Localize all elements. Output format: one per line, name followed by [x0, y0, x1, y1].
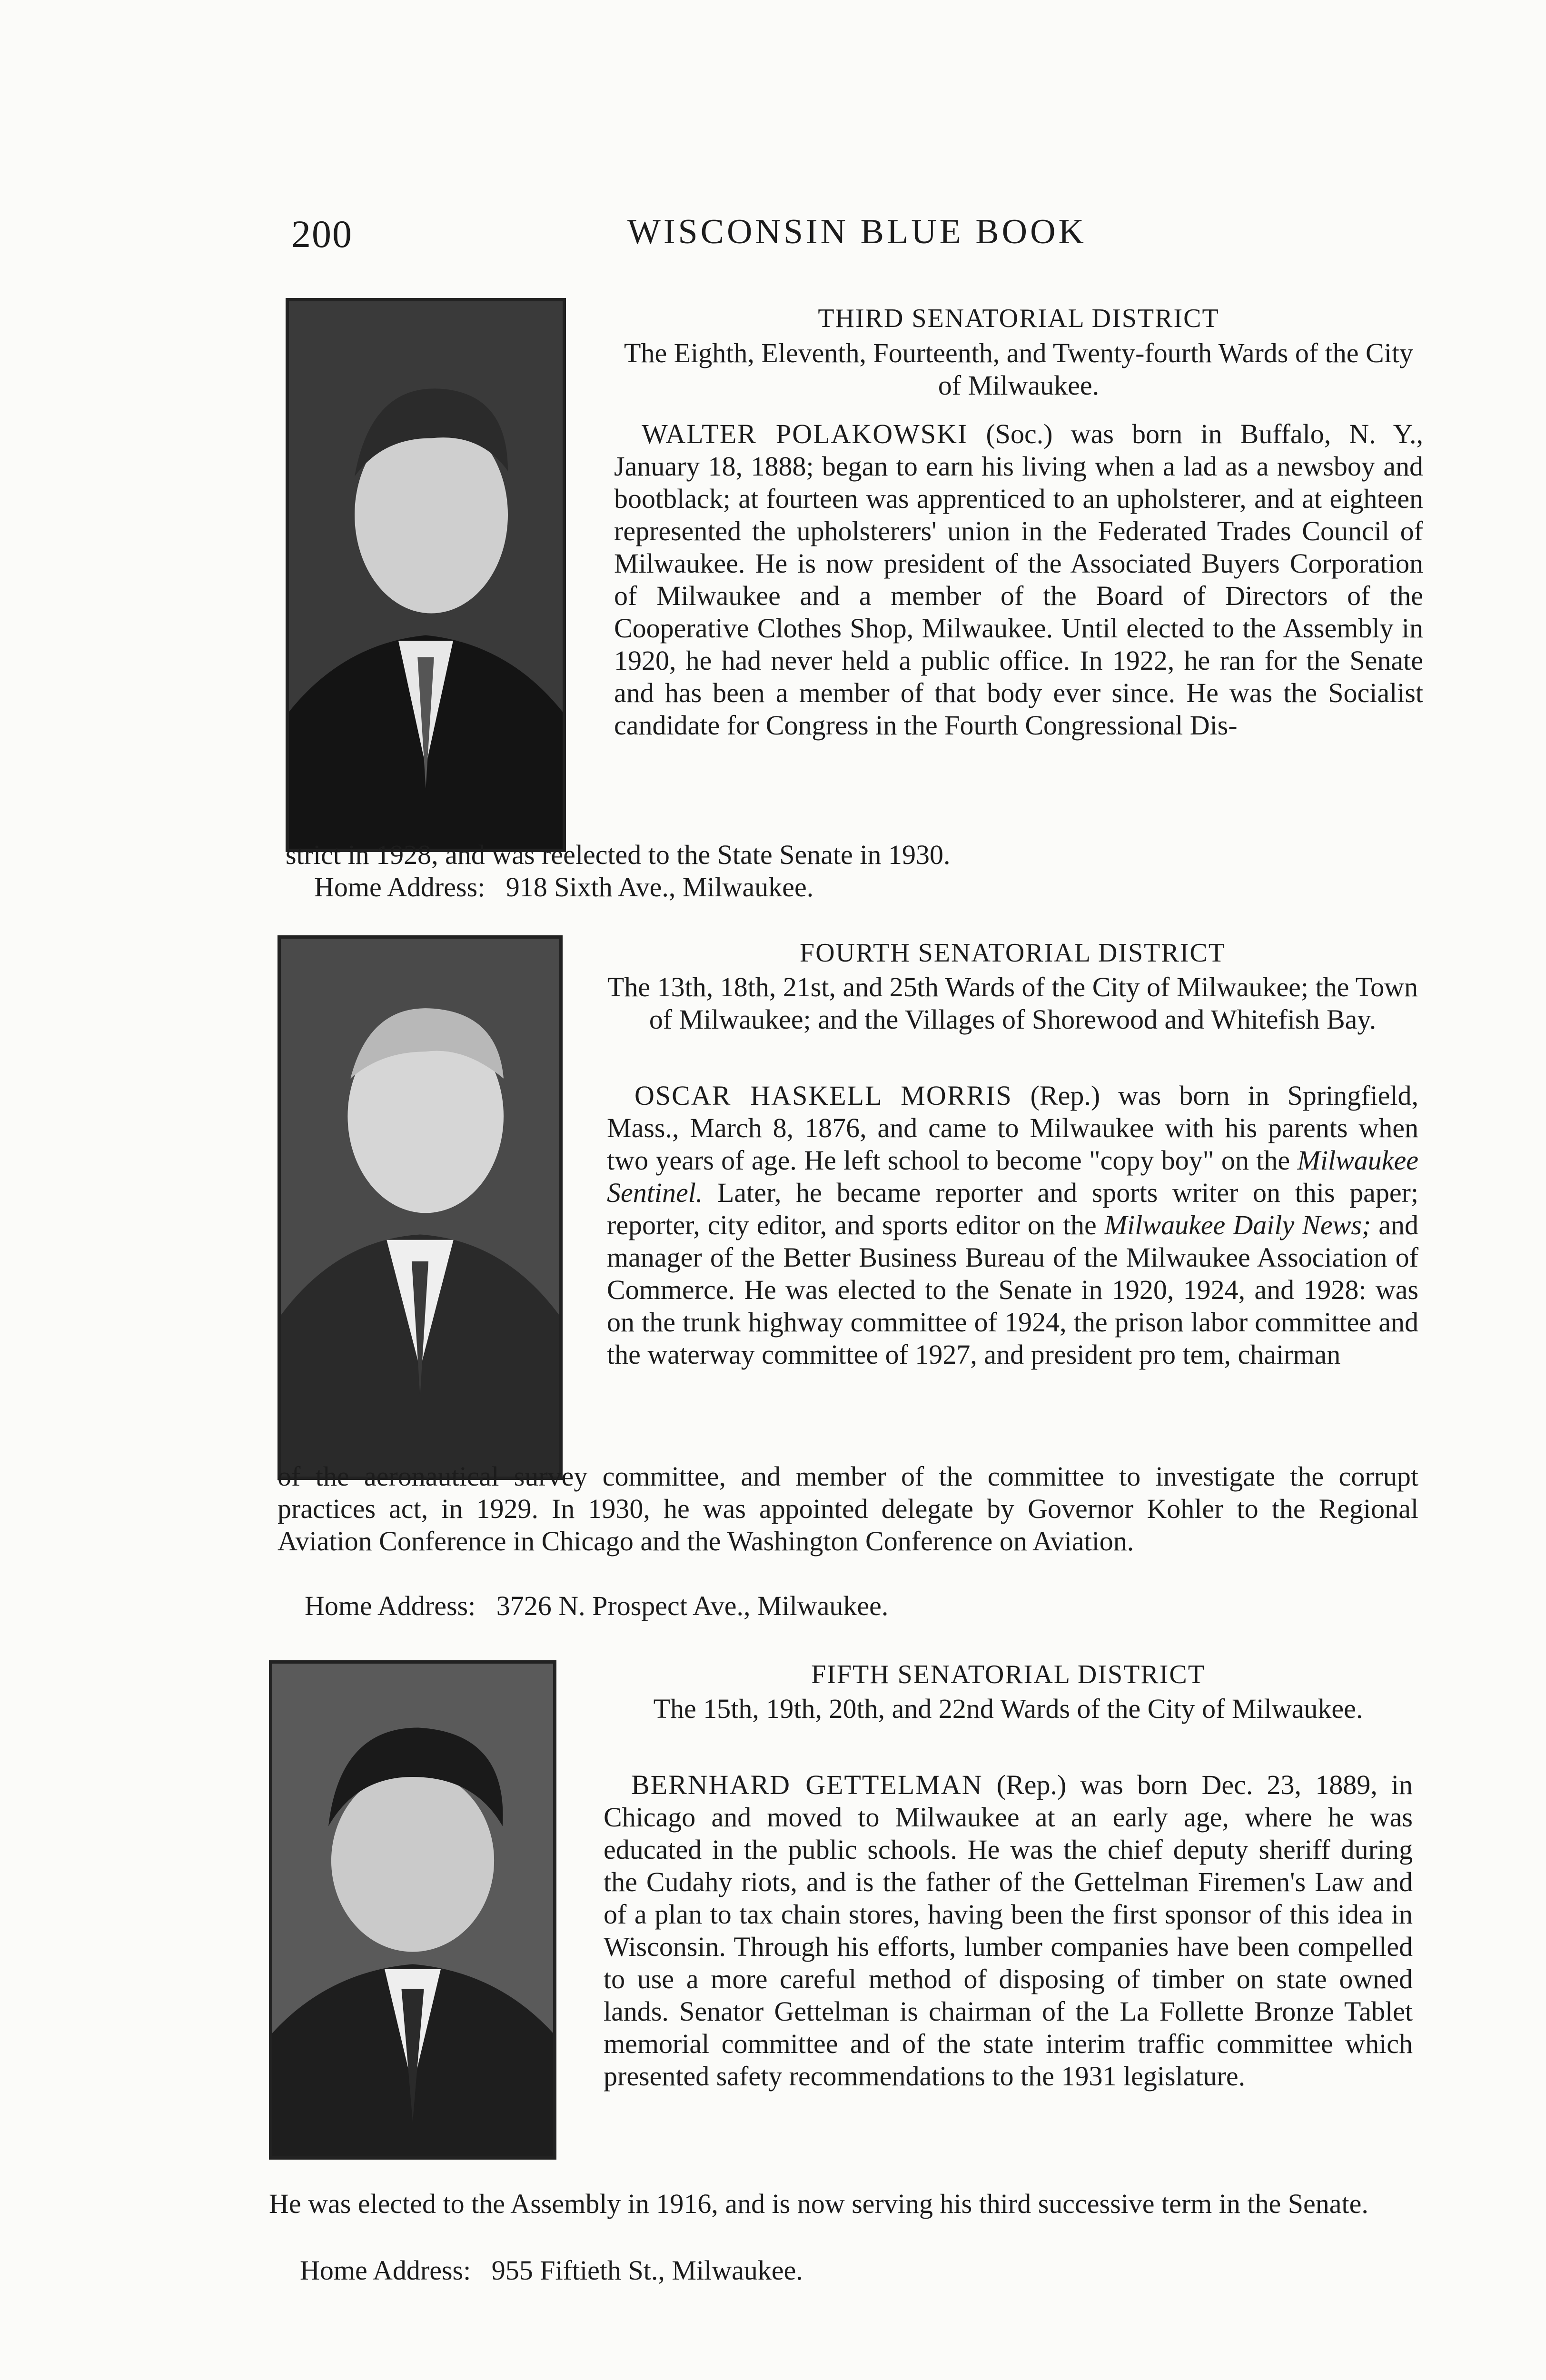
- district-description: The Eighth, Eleventh, Fourteenth, and Twenty-fourth Wards of the City of Milwaukee.: [624, 337, 1413, 401]
- senator-name: OSCAR HASKELL MORRIS: [634, 1080, 1012, 1111]
- district-title: FIFTH SENATORIAL DISTRICT: [811, 1660, 1205, 1689]
- home-address-value: 918 Sixth Ave., Milwaukee.: [505, 872, 814, 902]
- bio-text: (Rep.) was born Dec. 23, 1889, in Chicago and moved to Milwaukee at an early age, where he was educated in the public schools. He was the chief deputy sheriff during the Cudahy riots, and is the father of the Gettelman Firemen's Law and of a plan to tax chain stores, having been the first sponsor of this idea in Wisconsin. Through his efforts, lumber companies have been compelled to use a more careful method of disposing of timber on state owned lands. Senator Gettelman is chairman of the La Follette Bronze Tablet memorial committee and of the state interim traffic committee which presented safety recommendations to the 1931 legislature.: [604, 1769, 1413, 2092]
- senator-bio-continued: strict in 1928, and was reelected to the State Senate in 1930.: [286, 839, 951, 870]
- senator-bio: [604, 1769, 1413, 2092]
- senator-bio-continued: He was elected to the Assembly in 1916, and is now serving his third successive term in the Senate.: [269, 2188, 1368, 2219]
- senator-name: WALTER POLAKOWSKI: [642, 418, 968, 449]
- home-address-label: Home Address:: [300, 2255, 471, 2286]
- bio-text: (Soc.) was born in Buffalo, N. Y., January 18, 1888; began to earn his living when a lad as a newsboy and bootblack; at fourteen was apprenticed to an upholsterer, and at eighteen represented the upholsterers' union in the Federated Trades Council of Milwaukee. He is now president of the Associated Buyers Corporation of Milwaukee and a member of the Board of Directors of the Cooperative Clothes Shop, Milwaukee. Until elected to the Assembly in 1920, he had never held a public office. In 1922, he ran for the Senate and has been a member of that body ever since. He was the Socialist candidate for Congress in the Fourth Congressional Dis-: [614, 418, 1424, 741]
- district-title: FOURTH SENATORIAL DISTRICT: [800, 938, 1226, 968]
- home-address-label: Home Address:: [305, 1590, 476, 1621]
- senator-bio: [614, 418, 1423, 742]
- senator-name: BERNHARD GETTELMAN: [631, 1769, 983, 1800]
- page-number: 200: [291, 212, 353, 256]
- portrait-figure-icon: [289, 301, 563, 849]
- newspaper-title: Milwaukee Sentinel.: [607, 1145, 1419, 1208]
- home-address: [314, 871, 813, 903]
- portrait-figure-icon: [272, 1664, 553, 2156]
- district-description: The 15th, 19th, 20th, and 22nd Wards of the City of Milwaukee.: [653, 1693, 1363, 1724]
- bio-text: Later, he became reporter and sports writer on this paper; reporter, city editor, and sports editor on the: [607, 1177, 1418, 1240]
- portrait-photo: [277, 935, 563, 1480]
- district-title: THIRD SENATORIAL DISTRICT: [818, 304, 1219, 333]
- portrait-photo: [269, 1660, 556, 2160]
- bio-text: and manager of the Better Business Bureau of the Milwaukee Association of Commerce. He was elected to the Senate in 1920, 1924, and 1928: was on the trunk highway committee of 1924, the prison labor committee and the waterway committee of 1927, and president pro tem, chairman: [607, 1210, 1418, 1370]
- portrait-photo: [286, 298, 566, 852]
- running-head: WISCONSIN BLUE BOOK: [627, 212, 1087, 251]
- home-address-value: 3726 N. Prospect Ave., Milwaukee.: [496, 1590, 889, 1621]
- bio-text: (Rep.) was born in Springfield, Mass., March 8, 1876, and came to Milwaukee with his parents when two years of age. He left school to become "copy boy" on the: [607, 1080, 1418, 1176]
- home-address: [300, 2254, 803, 2287]
- senator-bio: [607, 1080, 1418, 1371]
- senator-bio-continued: of the aeronautical survey committee, and member of the committee to investigate the corrupt practices act, in 1929. In 1930, he was appointed delegate by Governor Kohler to the Regional Aviation Conference in Chicago and the Washington Conference on Aviation.: [277, 1461, 1418, 1557]
- home-address-value: 955 Fiftieth St., Milwaukee.: [491, 2255, 803, 2286]
- portrait-figure-icon: [281, 939, 559, 1477]
- home-address: [305, 1590, 888, 1622]
- district-description: The 13th, 18th, 21st, and 25th Wards of the City of Milwaukee; the Town of Milwaukee; and the Villages of Shorewood and Whitefish Bay.: [607, 972, 1418, 1035]
- newspaper-title: Milwaukee Daily News;: [1104, 1210, 1371, 1240]
- home-address-label: Home Address:: [314, 872, 486, 902]
